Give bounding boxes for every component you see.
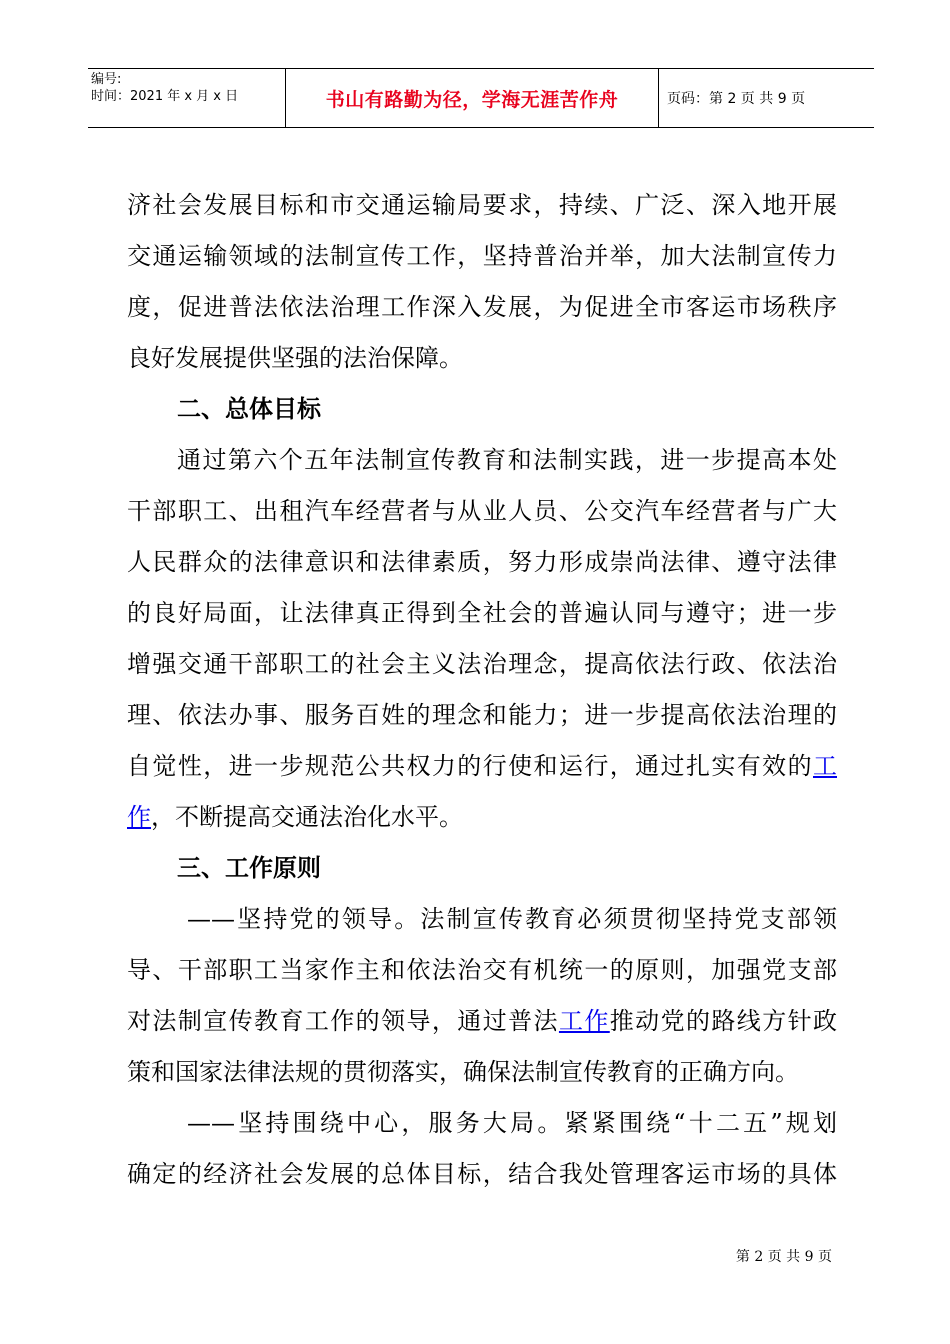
body-line: 人民群众的法律意识和法律素质，努力形成崇尚法律、遵守法律 [127, 548, 837, 576]
document-header [88, 68, 874, 128]
body-line: 确定的经济社会发展的总体目标，结合我处管理客运市场的具体 [127, 1160, 837, 1188]
body-line: 增强交通干部职工的社会主义法治理念，提高依法行政、依法治 [127, 650, 837, 678]
body-text: 对法制宣传教育工作的领导，通过普法 [127, 1007, 559, 1035]
body-line: 济社会发展目标和市交通运输局要求，持续、广泛、深入地开展 [127, 191, 837, 219]
document-number-label: 编号: [91, 72, 122, 87]
header-page-number: 页码：第 2 页 共 9 页 [667, 91, 806, 107]
body-line: 策和国家法律法规的贯彻落实，确保法制宣传教育的正确方向。 [127, 1058, 799, 1086]
body-text: 推动党的路线方针政 [609, 1007, 837, 1035]
body-line: 干部职工、出租汽车经营者与从业人员、公交汽车经营者与广大 [127, 497, 837, 525]
section-heading: 三、工作原则 [177, 854, 321, 882]
work-link[interactable]: 作 [127, 803, 151, 831]
header-meta-cell [88, 69, 286, 127]
body-text: ，不断提高交通法治化水平。 [151, 803, 463, 831]
body-line [127, 741, 837, 792]
body-line: 理、依法办事、服务百姓的理念和能力；进一步提高依法治理的 [127, 701, 837, 729]
work-link[interactable]: 工作 [558, 1007, 610, 1035]
header-motto: 书山有路勤为径，学海无涯苦作舟 [286, 69, 659, 127]
body-line: 交通运输领域的法制宣传工作，坚持普治并举，加大法制宣传力 [127, 242, 837, 270]
body-line [127, 996, 837, 1047]
document-body [127, 180, 837, 1200]
body-line: 的良好局面，让法律真正得到全社会的普遍认同与遵守；进一步 [127, 599, 837, 627]
work-link[interactable]: 工 [813, 752, 837, 780]
body-line: 通过第六个五年法制宣传教育和法制实践，进一步提高本处 [177, 446, 837, 474]
body-line: 导、干部职工当家作主和依法治交有机统一的原则，加强党支部 [127, 956, 837, 984]
body-text: 自觉性，进一步规范公共权力的行使和运行，通过扎实有效的 [127, 752, 813, 780]
body-line: 良好发展提供坚强的法治保障。 [127, 344, 463, 372]
section-heading: 二、总体目标 [177, 395, 321, 423]
document-time-label: 时间：2021 年 x 月 x 日 [91, 89, 239, 104]
footer-page-number: 第 2 页 共 9 页 [735, 1249, 832, 1265]
body-line: ——坚持围绕中心，服务大局。紧紧围绕“十二五”规划 [187, 1109, 837, 1137]
body-line: ——坚持党的领导。法制宣传教育必须贯彻坚持党支部领 [187, 905, 837, 933]
body-line: 度，促进普法依法治理工作深入发展，为促进全市客运市场秩序 [127, 293, 837, 321]
body-line [127, 792, 837, 843]
